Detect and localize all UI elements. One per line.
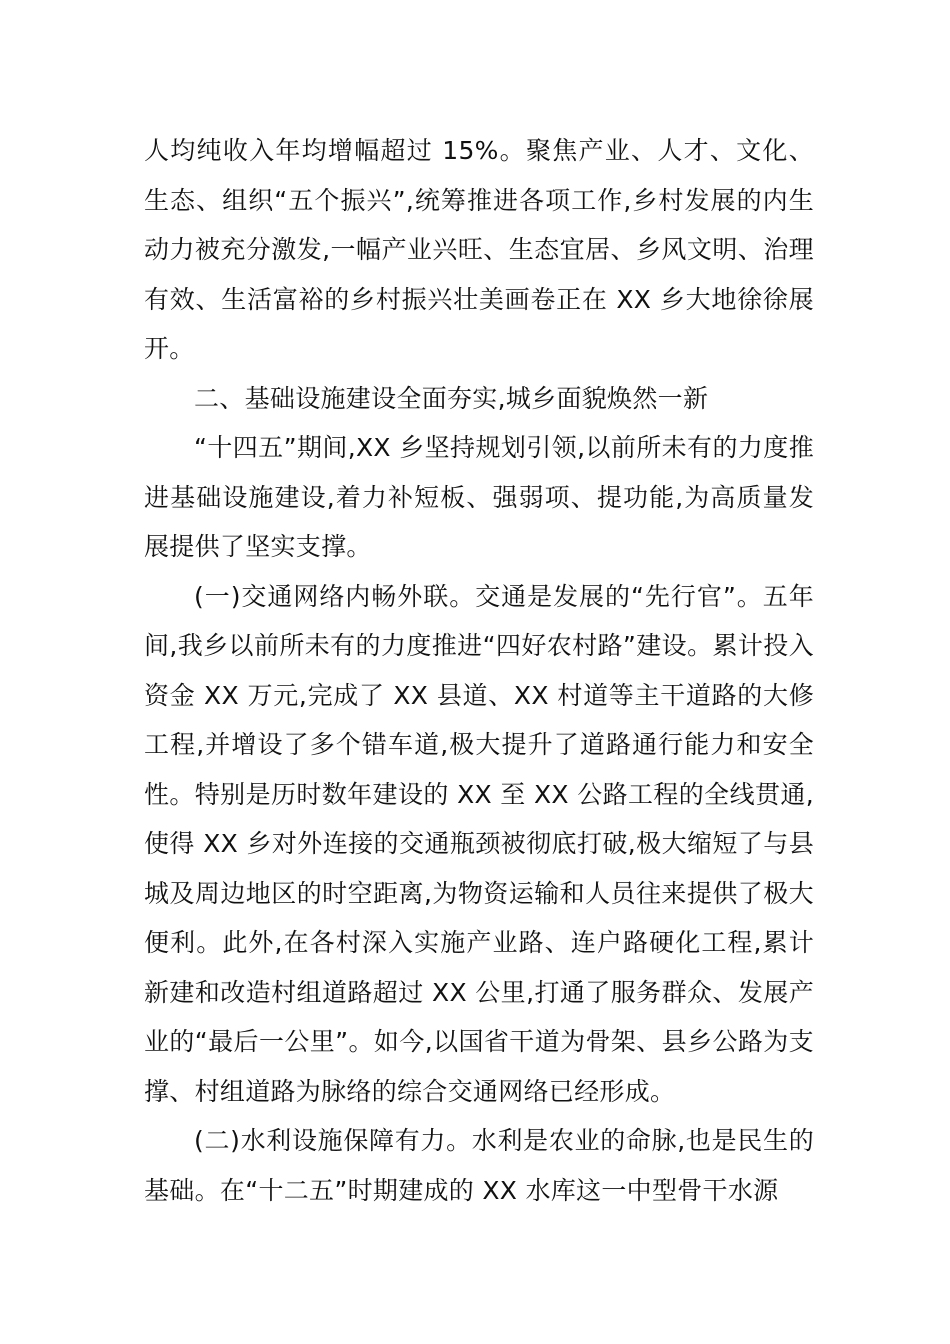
document-body	[144, 126, 814, 1215]
paragraph-water-conservancy: (二)水利设施保障有力。水利是农业的命脉,也是民生的基础。在“十二五”时期建成的 XX 水库这一中型骨干水源	[144, 1126, 814, 1205]
paragraph-income-growth: 人均纯收入年均增幅超过 15%。聚焦产业、人才、文化、生态、组织“五个振兴”,统筹推进各项工作,乡村发展的内生动力被充分激发,一幅产业兴旺、生态宜居、乡风文明、治理有效、生活富裕的乡村振兴壮美画卷正在 XX 乡大地徐徐展开。	[144, 136, 814, 363]
section-heading-infrastructure: 二、基础设施建设全面夯实,城乡面貌焕然一新	[194, 383, 709, 413]
paragraph-14th-five-year: “十四五”期间,XX 乡坚持规划引领,以前所未有的力度推进基础设施建设,着力补短板、强弱项、提功能,为高质量发展提供了坚实支撑。	[144, 433, 814, 561]
paragraph-transport-network: (一)交通网络内畅外联。交通是发展的“先行官”。五年间,我乡以前所未有的力度推进“四好农村路”建设。累计投入资金 XX 万元,完成了 XX 县道、XX 村道等主干道路的大修工程,并增设了多个错车道,极大提升了道路通行能力和安全性。特别是历时数年建设的 XX 至 XX 公路工程的全线贯通,使得 XX 乡对外连接的交通瓶颈被彻底打破,极大缩短了与县城及周边地区的时空距离,为物资运输和人员往来提供了极大便利。此外,在各村深入实施产业路、连户路硬化工程,累计新建和改造村组道路超过 XX 公里,打通了服务群众、发展产业的“最后一公里”。如今,以国省干道为骨架、县乡公路为支撑、村组道路为脉络的综合交通网络已经形成。	[144, 581, 814, 1106]
